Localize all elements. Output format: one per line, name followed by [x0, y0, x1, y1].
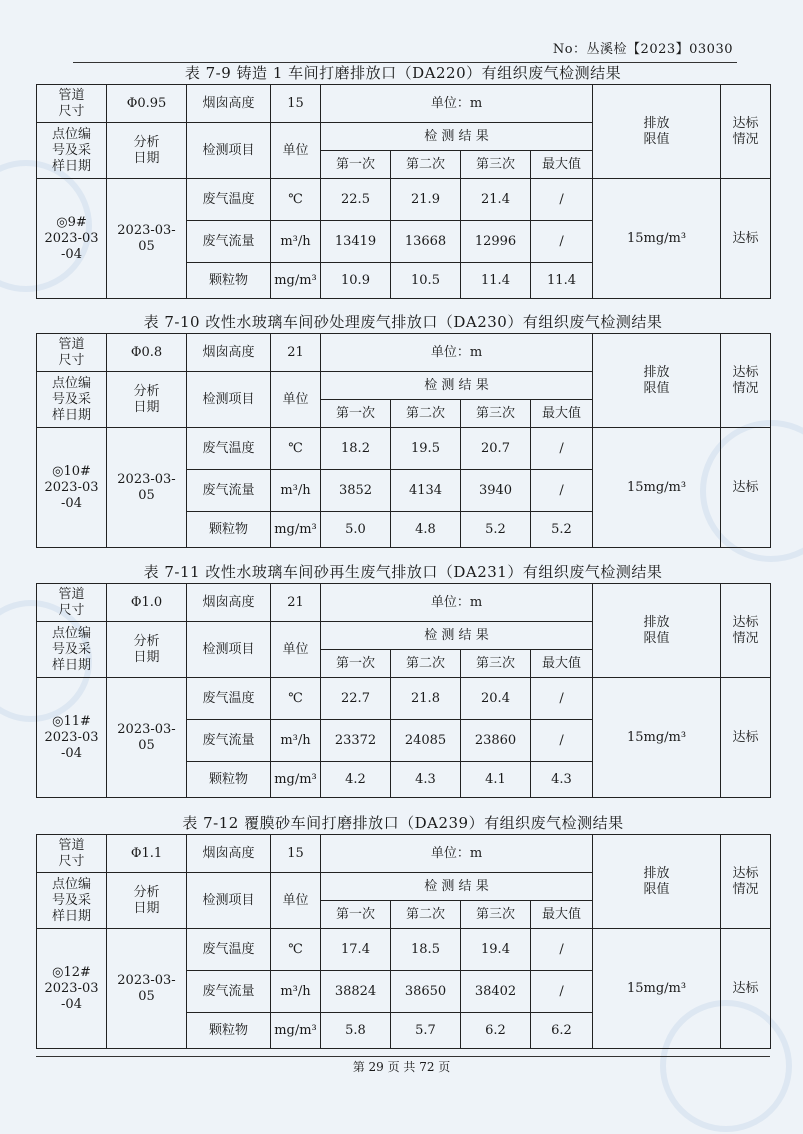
emission-table-section — [36, 62, 770, 299]
run1-header: 第一次 — [321, 151, 391, 179]
compliance-status: 达标 — [721, 428, 771, 548]
temp-max: / — [531, 929, 593, 971]
run1-header: 第一次 — [321, 901, 391, 929]
stack-height-label: 烟囱高度 — [187, 835, 271, 873]
unit-flow: m³/h — [271, 470, 321, 512]
pipe-size-label: 管道 尺寸 — [37, 835, 107, 873]
discharge-limit-value: 15mg/m³ — [593, 929, 721, 1049]
point-id: ◎12# 2023-03 -04 — [37, 929, 107, 1049]
flow-max: / — [531, 720, 593, 762]
emission-table-section — [36, 561, 770, 798]
temp-run2: 21.8 — [391, 678, 461, 720]
point-no-label: 点位编 号及采 样日期 — [37, 372, 107, 428]
stack-height-value: 15 — [271, 835, 321, 873]
flow-max: / — [531, 221, 593, 263]
temp-run1: 22.7 — [321, 678, 391, 720]
table-row — [37, 334, 771, 372]
compliance-label: 达标 情况 — [721, 334, 771, 428]
point-id: ◎11# 2023-03 -04 — [37, 678, 107, 798]
temp-run1: 22.5 — [321, 179, 391, 221]
particle-run3: 11.4 — [461, 263, 531, 299]
analysis-date-label: 分析 日期 — [107, 873, 187, 929]
unit-temp: ℃ — [271, 929, 321, 971]
unit-header: 单位 — [271, 622, 321, 678]
run2-header: 第二次 — [391, 151, 461, 179]
point-id: ◎9# 2023-03 -04 — [37, 179, 107, 299]
results-header: 检 测 结 果 — [321, 873, 593, 901]
unit-header: 单位 — [271, 123, 321, 179]
table-row — [37, 85, 771, 123]
unit-flow: m³/h — [271, 720, 321, 762]
item-temp: 废气温度 — [187, 678, 271, 720]
emission-table-section — [36, 812, 770, 1049]
particle-run1: 10.9 — [321, 263, 391, 299]
flow-run3: 38402 — [461, 971, 531, 1013]
unit-particle: mg/m³ — [271, 1013, 321, 1049]
analysis-date: 2023-03- 05 — [107, 179, 187, 299]
point-id: ◎10# 2023-03 -04 — [37, 428, 107, 548]
discharge-limit-value: 15mg/m³ — [593, 179, 721, 299]
flow-run1: 38824 — [321, 971, 391, 1013]
compliance-label: 达标 情况 — [721, 835, 771, 929]
temp-run2: 21.9 — [391, 179, 461, 221]
stack-height-label: 烟囱高度 — [187, 85, 271, 123]
particle-max: 5.2 — [531, 512, 593, 548]
test-item-label: 检测项目 — [187, 622, 271, 678]
unit-flow: m³/h — [271, 221, 321, 263]
flow-run3: 3940 — [461, 470, 531, 512]
temp-run2: 19.5 — [391, 428, 461, 470]
flow-max: / — [531, 470, 593, 512]
analysis-date-label: 分析 日期 — [107, 123, 187, 179]
particle-run3: 4.1 — [461, 762, 531, 798]
page-number: 第 29 页 共 72 页 — [352, 1060, 451, 1074]
temp-max: / — [531, 428, 593, 470]
analysis-date-label: 分析 日期 — [107, 622, 187, 678]
unit-header: 单位 — [271, 873, 321, 929]
compliance-label: 达标 情况 — [721, 85, 771, 179]
table-row — [37, 835, 771, 873]
run2-header: 第二次 — [391, 901, 461, 929]
results-header: 检 测 结 果 — [321, 622, 593, 650]
max-header: 最大值 — [531, 151, 593, 179]
table-row — [37, 584, 771, 622]
pipe-size-value: Φ1.1 — [107, 835, 187, 873]
table-title: 表 7-11 改性水玻璃车间砂再生废气排放口（DA231）有组织废气检测结果 — [143, 563, 663, 581]
particle-run2: 10.5 — [391, 263, 461, 299]
max-header: 最大值 — [531, 400, 593, 428]
temp-run3: 19.4 — [461, 929, 531, 971]
item-temp: 废气温度 — [187, 428, 271, 470]
item-particle: 颗粒物 — [187, 263, 271, 299]
particle-run2: 4.8 — [391, 512, 461, 548]
temp-run3: 20.4 — [461, 678, 531, 720]
table-row — [37, 678, 771, 720]
unit-flow: m³/h — [271, 971, 321, 1013]
run1-header: 第一次 — [321, 400, 391, 428]
compliance-status: 达标 — [721, 929, 771, 1049]
item-flow: 废气流量 — [187, 221, 271, 263]
flow-run3: 23860 — [461, 720, 531, 762]
compliance-label: 达标 情况 — [721, 584, 771, 678]
particle-run2: 5.7 — [391, 1013, 461, 1049]
stack-height-label: 烟囱高度 — [187, 584, 271, 622]
temp-run1: 18.2 — [321, 428, 391, 470]
run1-header: 第一次 — [321, 650, 391, 678]
report-number: No：丛溪检【2023】03030 — [553, 38, 733, 57]
particle-run1: 4.2 — [321, 762, 391, 798]
discharge-limit-label: 排放 限值 — [593, 334, 721, 428]
stack-height-value: 15 — [271, 85, 321, 123]
table-title: 表 7-12 覆膜砂车间打磨排放口（DA239）有组织废气检测结果 — [182, 814, 624, 832]
flow-run1: 13419 — [321, 221, 391, 263]
unit-label: 单位：m — [321, 835, 593, 873]
item-temp: 废气温度 — [187, 929, 271, 971]
flow-max: / — [531, 971, 593, 1013]
max-header: 最大值 — [531, 901, 593, 929]
pipe-size-label: 管道 尺寸 — [37, 85, 107, 123]
results-header: 检 测 结 果 — [321, 123, 593, 151]
unit-label: 单位：m — [321, 85, 593, 123]
temp-max: / — [531, 678, 593, 720]
pipe-size-value: Φ0.8 — [107, 334, 187, 372]
stack-height-label: 烟囱高度 — [187, 334, 271, 372]
point-no-label: 点位编 号及采 样日期 — [37, 123, 107, 179]
flow-run1: 23372 — [321, 720, 391, 762]
item-particle: 颗粒物 — [187, 512, 271, 548]
run3-header: 第三次 — [461, 650, 531, 678]
results-header: 检 测 结 果 — [321, 372, 593, 400]
unit-header: 单位 — [271, 372, 321, 428]
particle-run3: 6.2 — [461, 1013, 531, 1049]
item-particle: 颗粒物 — [187, 1013, 271, 1049]
stack-height-value: 21 — [271, 584, 321, 622]
flow-run2: 24085 — [391, 720, 461, 762]
item-flow: 废气流量 — [187, 971, 271, 1013]
stack-height-value: 21 — [271, 334, 321, 372]
unit-particle: mg/m³ — [271, 512, 321, 548]
flow-run1: 3852 — [321, 470, 391, 512]
point-no-label: 点位编 号及采 样日期 — [37, 622, 107, 678]
analysis-date: 2023-03- 05 — [107, 428, 187, 548]
emission-table — [36, 583, 771, 798]
particle-max: 6.2 — [531, 1013, 593, 1049]
flow-run2: 4134 — [391, 470, 461, 512]
flow-run3: 12996 — [461, 221, 531, 263]
test-item-label: 检测项目 — [187, 873, 271, 929]
flow-run2: 13668 — [391, 221, 461, 263]
emission-table — [36, 834, 771, 1049]
run3-header: 第三次 — [461, 901, 531, 929]
pipe-size-label: 管道 尺寸 — [37, 584, 107, 622]
temp-run2: 18.5 — [391, 929, 461, 971]
particle-run3: 5.2 — [461, 512, 531, 548]
run2-header: 第二次 — [391, 650, 461, 678]
point-no-label: 点位编 号及采 样日期 — [37, 873, 107, 929]
item-flow: 废气流量 — [187, 470, 271, 512]
table-row — [37, 179, 771, 221]
item-temp: 废气温度 — [187, 179, 271, 221]
unit-label: 单位：m — [321, 334, 593, 372]
emission-table-section — [36, 311, 770, 548]
temp-max: / — [531, 179, 593, 221]
discharge-limit-value: 15mg/m³ — [593, 428, 721, 548]
particle-max: 11.4 — [531, 263, 593, 299]
pipe-size-value: Φ0.95 — [107, 85, 187, 123]
max-header: 最大值 — [531, 650, 593, 678]
item-particle: 颗粒物 — [187, 762, 271, 798]
unit-particle: mg/m³ — [271, 263, 321, 299]
emission-table — [36, 84, 771, 299]
test-item-label: 检测项目 — [187, 372, 271, 428]
footer-divider — [36, 1056, 770, 1057]
compliance-status: 达标 — [721, 179, 771, 299]
temp-run3: 20.7 — [461, 428, 531, 470]
discharge-limit-label: 排放 限值 — [593, 584, 721, 678]
analysis-date: 2023-03- 05 — [107, 678, 187, 798]
table-row — [37, 929, 771, 971]
table-title: 表 7-10 改性水玻璃车间砂处理废气排放口（DA230）有组织废气检测结果 — [143, 313, 663, 331]
temp-run1: 17.4 — [321, 929, 391, 971]
particle-run1: 5.8 — [321, 1013, 391, 1049]
unit-temp: ℃ — [271, 678, 321, 720]
particle-run2: 4.3 — [391, 762, 461, 798]
pipe-size-label: 管道 尺寸 — [37, 334, 107, 372]
particle-run1: 5.0 — [321, 512, 391, 548]
temp-run3: 21.4 — [461, 179, 531, 221]
emission-table — [36, 333, 771, 548]
run3-header: 第三次 — [461, 400, 531, 428]
run2-header: 第二次 — [391, 400, 461, 428]
discharge-limit-label: 排放 限值 — [593, 85, 721, 179]
discharge-limit-value: 15mg/m³ — [593, 678, 721, 798]
unit-temp: ℃ — [271, 428, 321, 470]
discharge-limit-label: 排放 限值 — [593, 835, 721, 929]
particle-max: 4.3 — [531, 762, 593, 798]
table-row — [37, 428, 771, 470]
unit-label: 单位：m — [321, 584, 593, 622]
flow-run2: 38650 — [391, 971, 461, 1013]
analysis-date: 2023-03- 05 — [107, 929, 187, 1049]
table-title: 表 7-9 铸造 1 车间打磨排放口（DA220）有组织废气检测结果 — [184, 64, 622, 82]
analysis-date-label: 分析 日期 — [107, 372, 187, 428]
run3-header: 第三次 — [461, 151, 531, 179]
unit-particle: mg/m³ — [271, 762, 321, 798]
item-flow: 废气流量 — [187, 720, 271, 762]
compliance-status: 达标 — [721, 678, 771, 798]
pipe-size-value: Φ1.0 — [107, 584, 187, 622]
test-item-label: 检测项目 — [187, 123, 271, 179]
unit-temp: ℃ — [271, 179, 321, 221]
